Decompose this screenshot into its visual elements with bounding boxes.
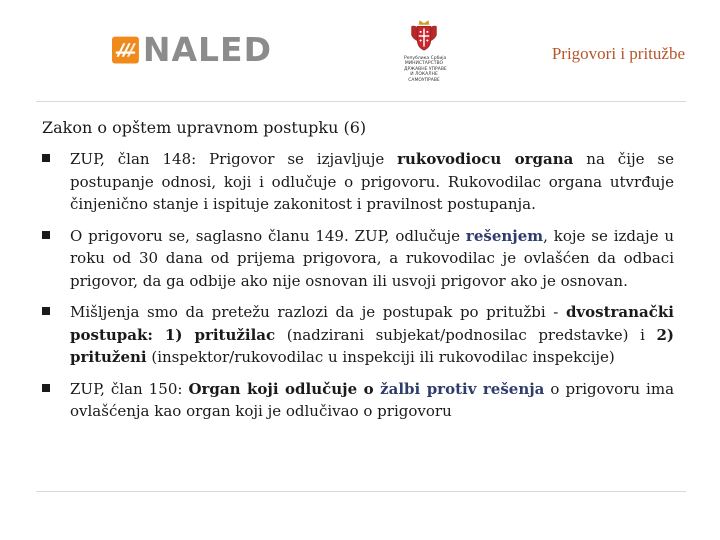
bullet-text: ZUP, član 148: Prigovor se izjavljuje xyxy=(70,150,398,168)
crest-caption-line: ДРЖАВНЕ УПРАВЕ xyxy=(404,66,447,72)
coat-of-arms-icon xyxy=(409,18,439,54)
bullet-list xyxy=(42,148,674,432)
bullet-text: o prigovoru ima ovlašćenja kao organ koji je odlučivao o prigovoru xyxy=(70,379,675,420)
header-divider xyxy=(36,101,686,102)
bullet-keyword: žalbi protiv rešenja xyxy=(380,379,545,398)
bullet-item xyxy=(42,378,674,423)
naled-logo-mark-icon xyxy=(112,32,139,68)
bullet-text: (nadzirani subjekat/podnosilac predstavke) i xyxy=(275,325,657,344)
square-bullet-icon xyxy=(42,384,50,392)
crest-caption xyxy=(404,56,447,83)
square-bullet-icon xyxy=(42,231,50,239)
bullet-text: na čije se postupanje odnosi, koji i odlučuje o prigovoru. Rukovodilac organa utvrđuje činjenično stanje i ispituje zakonitost i pravilnost postupanja. xyxy=(70,150,674,213)
bullet-keyword: rešenjem xyxy=(465,226,544,245)
naled-logo xyxy=(112,30,272,70)
bullet-emphasis: rukovodiocu organa xyxy=(397,150,574,168)
bullet-text: ZUP, član 150: xyxy=(70,379,189,398)
bullet-item xyxy=(42,148,674,216)
footer-divider xyxy=(36,491,686,492)
crest-caption-line: Република Србија xyxy=(404,56,447,61)
naled-logo-text: NALED xyxy=(142,30,272,69)
ministry-crest xyxy=(404,18,447,83)
bullet-emphasis: 2) prituženi xyxy=(70,325,674,366)
bullet-item xyxy=(42,225,674,293)
crest-caption-line: САМОУПРАВЕ xyxy=(408,77,440,83)
bullet-emphasis: dvostranački postupak: 1) pritužilac xyxy=(70,303,674,344)
topic-title: Prigovori i pritužbe xyxy=(551,44,685,63)
bullet-text: Mišljenja smo da pretežu razlozi da je postupak po pritužbi - xyxy=(70,303,566,321)
crest-caption-line: МИНИСТАРСТВО xyxy=(404,61,444,67)
bullet-emphasis: Organ koji odlučuje o xyxy=(188,379,381,398)
slide-heading: Zakon o opštem upravnom postupku (6) xyxy=(42,118,367,137)
crest-caption-line: И ЛОКАЛНЕ xyxy=(410,72,438,78)
square-bullet-icon xyxy=(42,154,50,162)
bullet-item xyxy=(42,301,674,369)
bullet-text: , koje se izdaje u roku od 30 dana od prijema prigovora, a rukovodilac je ovlašćen da odbaci prigovor, da ga odbije ako nije osnovan ili usvoji prigovor ako je osnovan. xyxy=(70,226,675,290)
square-bullet-icon xyxy=(42,307,50,315)
bullet-text: (inspektor/rukovodilac u inspekciji ili rukovodilac inspekcije) xyxy=(146,348,615,366)
bullet-text: O prigovoru se, saglasno članu 149. ZUP, odlučuje xyxy=(70,226,466,245)
